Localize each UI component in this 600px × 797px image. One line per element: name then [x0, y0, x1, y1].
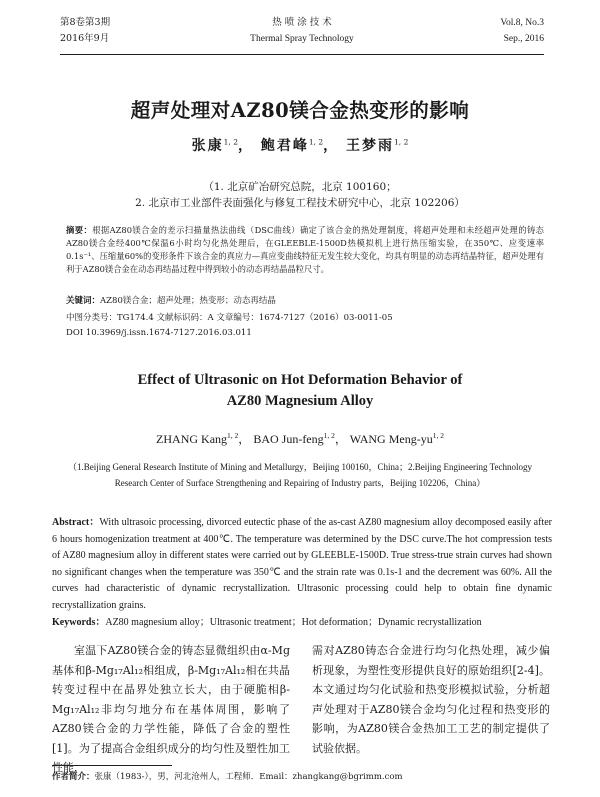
title-en-line: Effect of Ultrasonic on Hot Deformation Behavior of [137, 372, 463, 388]
author-name: WANG Meng-yu [349, 432, 433, 446]
author-separator: ， [334, 432, 347, 446]
keywords-cn [66, 294, 544, 306]
classification-codes: 中图分类号：TG174.4 文献标识码：A 文章编号：1674-7127（2016）03-0011-05 [66, 313, 393, 323]
abstract-text-en: With ultrasoic processing, divorced eutectic phase of the as-cast AZ80 magnesium alloy decomposed easily after 6 hours homogenization treatment at 400℃. The temperature was determined by the DSC curve.The hot compression tests of AZ80 magnesium alloy in different states were carried out by GLEEBLE-1500D. True stress-true strain curves had shown no significant changes when the temperature was 350℃ and the strain rate was 0.1s-1 and the decrement was 60%. All the curves had characteristic of dynamic recrystallization. Ultrasonic processing could help to obtain fine dynamic recrystallization grains. [52, 517, 552, 611]
body-column-right: 需对AZ80铸态合金进行均匀化热处理，减少偏析现象，为塑性变形提供良好的原始组织[2-4]。本文通过均匀化试验和热变形模拟试验，分析超声处理对于AZ80镁合金均匀化过程和热变形的影响，为AZ80镁合金热加工工艺的制定提供了试验依据。 [312, 644, 550, 755]
abstract-label-cn: 摘要： [66, 225, 93, 235]
author-separator: ， [237, 138, 254, 154]
volume-issue-en: Vol.8, No.3 [500, 18, 544, 28]
author-footnote [52, 770, 552, 782]
title-en-line: AZ80 Magnesium Alloy [226, 393, 374, 409]
author-name: BAO Jun-feng [253, 432, 324, 446]
author-name: 鲍君峰 [260, 138, 309, 154]
journal-name-en: Thermal Spray Technology [250, 34, 354, 44]
author-affiliation-mark: 1, 2 [223, 137, 238, 147]
keywords-label-en: Keywords： [52, 617, 106, 628]
keywords-text-en: AZ80 magnesium alloy；Ultrasonic treatment；Hot deformation；Dynamic recrystallization [105, 617, 482, 628]
footnote-text: 张康（1983-），男，河北沧州人，工程师．Email：zhangkang@bgrimm.com [94, 772, 403, 782]
running-header [60, 14, 544, 55]
article-title-cn: 超声处理对AZ80镁合金热变形的影响 [130, 99, 470, 122]
author-name: 王梦雨 [346, 138, 395, 154]
doi-line: DOI 10.3969/j.issn.1674-7127.2016.03.011 [66, 328, 252, 338]
author-separator: ， [323, 138, 340, 154]
author-list-cn [0, 135, 600, 155]
body-column-left: 室温下AZ80镁合金的铸态显微组织由α-Mg基体和β-Mg₁₇Al₁₂相组成，β-Mg₁₇Al₁₂相在共晶转变过程中在晶界处独立长大，由于硬脆相β-Mg₁₇Al₁₂非均匀地分布在基体周围，影响了AZ80镁合金的力学性能，降低了合金的塑性[1]。为了提高合金组织成分的均匀性及塑性加工性能， [52, 644, 290, 774]
author-affiliation-mark: 1, 2 [323, 431, 335, 440]
affiliation-line: （1. 北京矿冶研究总院，北京 100160； [203, 181, 397, 193]
author-affiliation-mark: 1, 2 [394, 137, 409, 147]
keywords-label-cn: 关键词： [66, 296, 101, 306]
keywords-text-cn: AZ80镁合金；超声处理；热变形；动态再结晶 [100, 296, 276, 306]
author-affiliation-mark: 1, 2 [227, 431, 239, 440]
affiliations-en [60, 459, 540, 491]
affiliation-line: Research Center of Surface Strengthening and Repairing of Industry parts，Beijing 102206，China） [114, 478, 486, 488]
author-affiliation-mark: 1, 2 [308, 137, 324, 147]
footnote-divider [52, 765, 172, 766]
publication-date-en: Sep., 2016 [503, 34, 544, 44]
author-affiliation-mark: 1, 2 [432, 431, 444, 440]
author-name: ZHANG Kang [156, 432, 228, 446]
author-separator: ， [238, 432, 251, 446]
volume-issue-cn: 第8卷第3期 [60, 17, 111, 28]
affiliation-line: （1.Beijing General Research Institute of Mining and Metallurgy，Beijing 100160，China；2.Beijing Engineering Technology [68, 462, 532, 472]
footnote-label: 作者简介： [52, 772, 95, 782]
abstract-cn [66, 224, 544, 276]
affiliation-line: 2. 北京市工业部件表面强化与修复工程技术研究中心，北京 102206） [135, 197, 465, 209]
journal-name-cn: 热 喷 涂 技 术 [272, 17, 332, 28]
author-name: 张康 [191, 138, 224, 154]
publication-date-cn: 2016年9月 [60, 33, 110, 44]
keywords-en [52, 613, 552, 628]
author-list-en [0, 430, 600, 447]
abstract-text-cn: 根据AZ80镁合金的差示扫描量热法曲线（DSC曲线）确定了该合金的热处理制度，将超声处理和未经超声处理的铸态AZ80镁合金经400℃保温6小时均匀化热处理后，在GLEEBLE-1500D热模拟机上进行热压缩实验，在350℃、应变速率0.1s⁻¹、压缩量60%的变形条件下该合金的真应力—真应变曲线特征无发生较大变化，均具有明显的动态再结晶特征，超声处理有利于AZ80镁合金在动态再结晶过程中得到较小的动态再结晶晶粒尺寸。 [66, 225, 544, 274]
abstract-label-en: Abstract： [52, 517, 100, 528]
abstract-en [52, 515, 552, 614]
affiliations-cn [0, 179, 600, 211]
article-title-en [0, 370, 600, 412]
